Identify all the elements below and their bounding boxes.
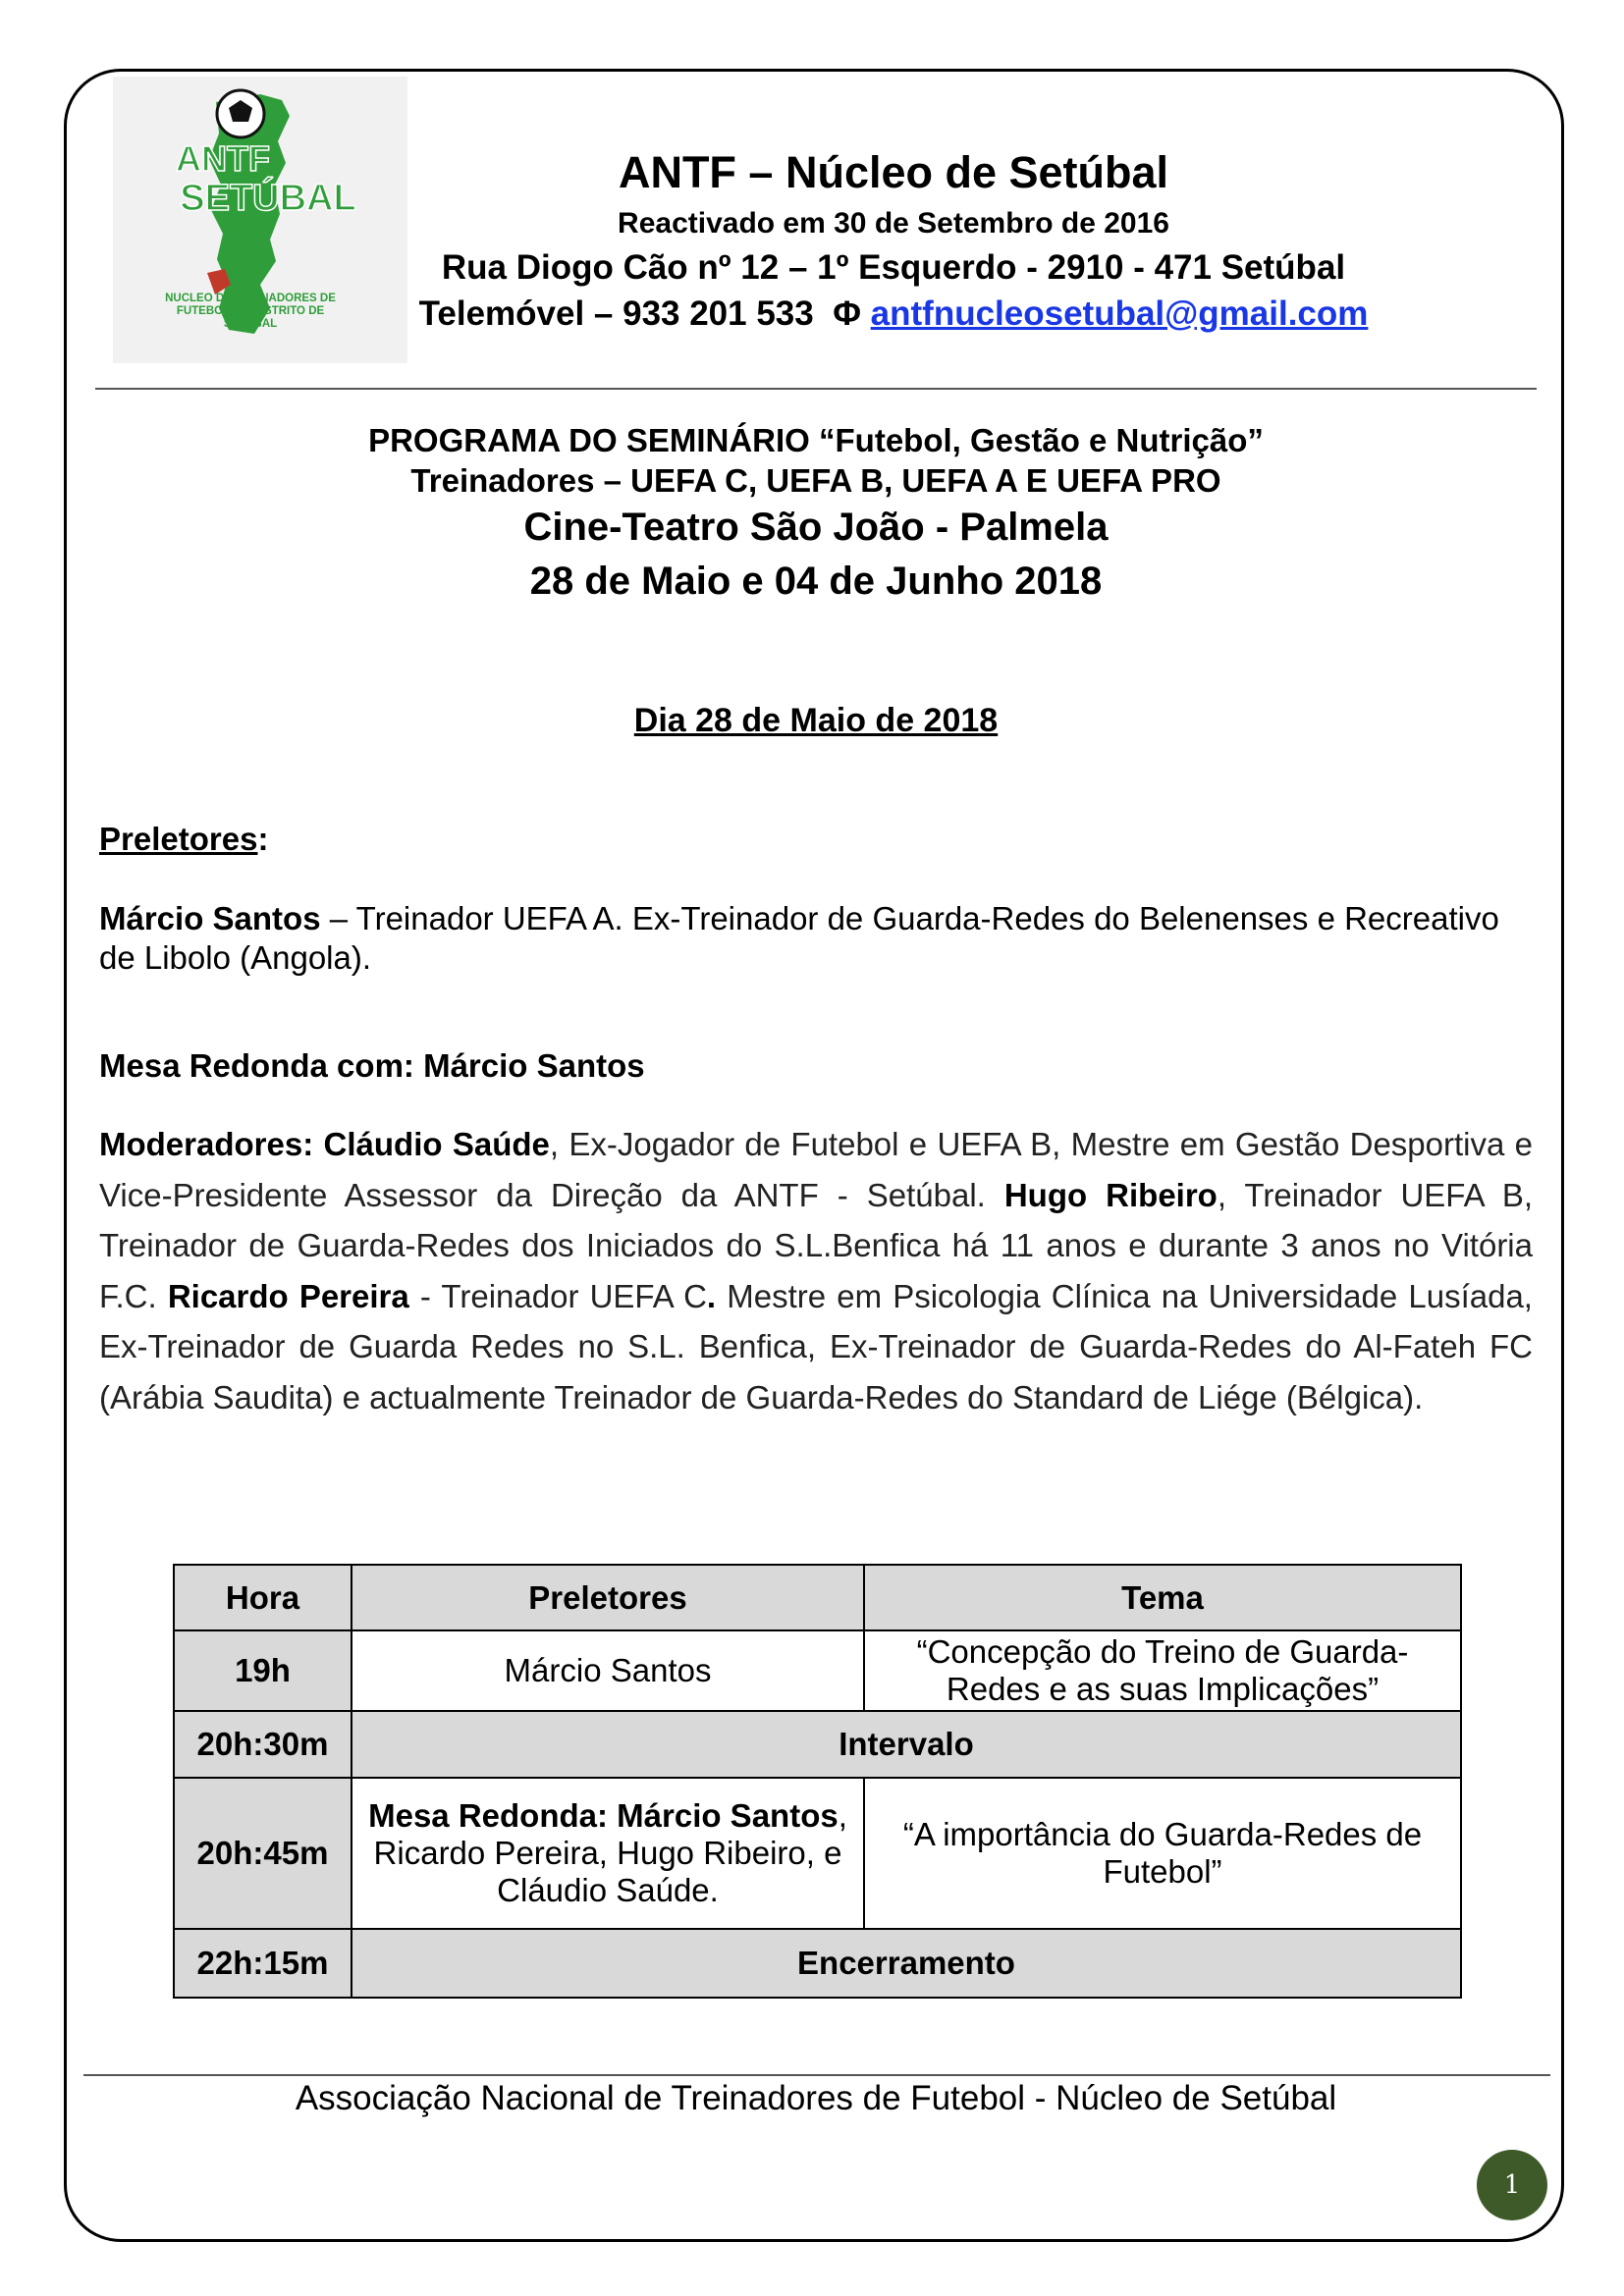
reactivated-date: Reactivado em 30 de Setembro de 2016 — [618, 207, 1169, 240]
moderator-desc-dot: . — [706, 1277, 717, 1314]
schedule-table — [173, 1564, 1462, 1999]
col-header-tema: Tema — [864, 1565, 1461, 1630]
logo-caption: NÚCLEO DE TREINADORES DE FUTEBOL DO DISTRITO DE SETÚBAL — [165, 293, 336, 330]
col-header-preletores: Preletores — [352, 1565, 864, 1630]
row-time: 20h:30m — [174, 1711, 352, 1778]
moderator-desc-ricardo-b: Mestre em Psicologia Clínica na Universidade Lusíada, Ex-Treinador de Guarda Redes no S.L. Benfica, Ex-Treinador de Guarda-Redes do Al-Fateh FC (Arábia Saudita) e actualmente Treinador de Guarda-Redes do Standard de Liége (Bélgica). — [99, 1277, 1533, 1415]
row-time: 22h:15m — [174, 1929, 352, 1998]
table-row — [174, 1630, 1461, 1711]
program-title: PROGRAMA DO SEMINÁRIO “Futebol, Gestão e Nutrição” — [368, 422, 1264, 458]
row-speaker-rest: , Ricardo Pereira, Hugo Ribeiro, e Cláudio Saúde. — [373, 1797, 847, 1908]
moderator-name-claudio: Cláudio Saúde — [323, 1126, 550, 1162]
speaker-bio — [99, 899, 1533, 978]
phi-separator: Φ — [833, 294, 861, 333]
footer-divider — [83, 2074, 1550, 2076]
row-speaker — [352, 1778, 864, 1929]
row-closing-label: Encerramento — [352, 1929, 1461, 1998]
table-row — [174, 1929, 1461, 1998]
round-table-speaker: Márcio Santos — [413, 1047, 645, 1084]
table-row — [174, 1778, 1461, 1929]
speakers-section: Preletores: — [99, 821, 269, 857]
header-divider — [95, 388, 1537, 390]
org-title: ANTF – Núcleo de Setúbal — [618, 147, 1169, 197]
row-topic: “Concepção do Treino de Guarda-Redes e as suas Implicações” — [864, 1630, 1461, 1711]
row-break-label: Intervalo — [352, 1711, 1461, 1778]
round-table-label: Mesa Redonda com: — [99, 1047, 414, 1084]
speakers-heading: Preletores — [99, 821, 258, 857]
day-heading: Dia 28 de Maio de 2018 — [633, 702, 999, 739]
col-header-hora: Hora — [174, 1565, 352, 1630]
phone-number: Telemóvel – 933 201 533 — [418, 294, 814, 333]
moderator-name-ricardo: Ricardo Pereira — [167, 1277, 409, 1314]
table-header-row — [174, 1565, 1461, 1630]
org-address: Rua Diogo Cão nº 12 – 1º Esquerdo - 2910 - 471 Setúbal — [441, 248, 1346, 287]
row-time: 20h:45m — [174, 1778, 352, 1929]
moderators-label: Moderadores: — [99, 1126, 314, 1162]
table-row — [174, 1711, 1461, 1778]
program-dates: 28 de Maio e 04 de Junho 2018 — [529, 560, 1103, 603]
program-venue: Cine-Teatro São João - Palmela — [523, 506, 1109, 549]
row-speaker-bold: Mesa Redonda: Márcio Santos — [368, 1797, 839, 1834]
logo-text-antf: ANTF — [176, 138, 270, 179]
page-number-badge: 1 — [1477, 2150, 1547, 2220]
program-audience: Treinadores – UEFA C, UEFA B, UEFA A E UEFA PRO — [410, 462, 1221, 499]
round-table-line — [99, 1046, 1533, 1086]
moderator-desc-hugo: , Treinador UEFA B, Treinador de Guarda-Redes dos Iniciados do S.L.Benfica há 11 anos e durante 3 anos no Vitória F.C. — [99, 1176, 1533, 1314]
contact-line — [412, 294, 1375, 334]
logo-text-setubal: SETÚBAL — [180, 178, 356, 219]
moderator-desc-ricardo-a: - Treinador UEFA C — [408, 1277, 707, 1314]
moderator-name-hugo: Hugo Ribeiro — [1003, 1176, 1218, 1213]
row-speaker: Márcio Santos — [352, 1630, 864, 1711]
speaker-name: Márcio Santos — [99, 900, 321, 936]
row-topic: “A importância do Guarda-Redes de Futebol” — [864, 1778, 1461, 1929]
email-link[interactable]: antfnucleosetubal@gmail.com — [870, 294, 1369, 333]
row-time: 19h — [174, 1630, 352, 1711]
moderators-paragraph — [99, 1119, 1533, 1422]
moderator-desc-claudio: , Ex-Jogador de Futebol e UEFA B, Mestre em Gestão Desportiva e Vice-Presidente Assessor da Direção da ANTF - Setúbal. — [99, 1126, 1533, 1213]
speaker-description: – Treinador UEFA A. Ex-Treinador de Guarda-Redes do Belenenses e Recreativo de Libolo (Angola). — [99, 900, 1499, 976]
portugal-map-logo-icon — [113, 77, 407, 363]
antf-setubal-logo — [113, 77, 407, 363]
footer-text: Associação Nacional de Treinadores de Futebol - Núcleo de Setúbal — [295, 2079, 1337, 2117]
